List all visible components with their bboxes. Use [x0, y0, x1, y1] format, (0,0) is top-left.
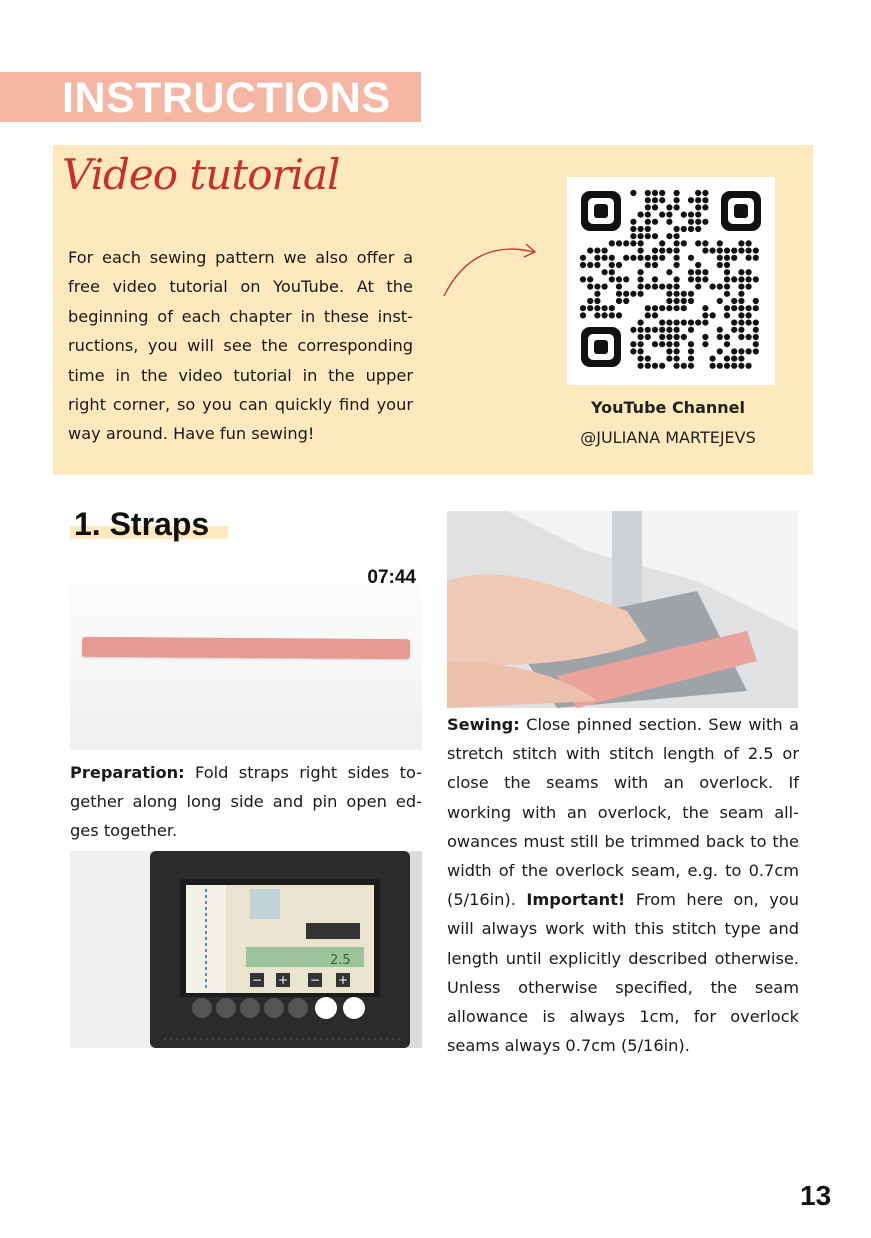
- page-title: INSTRUCTIONS: [62, 74, 391, 122]
- video-tutorial-title: Video tutorial: [62, 150, 340, 199]
- section-title: 1. Straps: [74, 506, 210, 542]
- important-label: Important!: [526, 890, 626, 910]
- screen-plus-1: +: [277, 973, 289, 987]
- pink-strap: [82, 637, 410, 659]
- sewing-text: [447, 710, 799, 1060]
- sewing-photo: [447, 511, 798, 708]
- screen-minus-1: −: [251, 973, 263, 987]
- video-tutorial-intro: For each sewing pattern we also offer a free video tutorial on YouTube. At the beginning of each chapter in these inst-ructions, you will see the corresponding time in the video tutorial in the upper right corner, so you can quickly find your way around. Have fun sewing!: [68, 248, 413, 444]
- strap-photo: [70, 553, 422, 750]
- sewing-body-2: From here on, you will always work with this stitch type and length until explicitly described otherwise. Unless otherwise specified, the seam allowance is always 1cm, for overlock seams always 0.7cm (5/16in).: [447, 890, 799, 1056]
- preparation-text: [70, 758, 422, 846]
- video-timestamp: 07:44: [367, 567, 416, 588]
- sewing-label: Sewing:: [447, 715, 520, 734]
- arrow-icon: [438, 238, 543, 303]
- page-number: 13: [800, 1180, 832, 1211]
- screen-stitch-length: 2.5: [330, 953, 351, 968]
- youtube-channel-handle[interactable]: @JULIANA MARTEJEVS: [580, 428, 756, 447]
- qr-code-icon[interactable]: [567, 177, 775, 385]
- youtube-channel-label: YouTube Channel: [591, 398, 745, 417]
- screen-plus-2: +: [337, 973, 349, 987]
- sewing-machine-screen-photo: [70, 851, 422, 1048]
- screen-minus-2: −: [309, 973, 321, 987]
- sewing-body-1: Close pinned section. Sew with a stretch stitch with stitch length of 2.5 or close the seams with an overlock. If working with an overlock, the seam all-owances must still be trimmed back to the width of the overlock seam, e.g. to 0.7cm (5/16in).: [447, 715, 799, 910]
- preparation-label: Preparation:: [70, 763, 185, 782]
- preparation-body: Fold straps right sides to-gether along long side and pin open ed-ges together.: [70, 763, 422, 841]
